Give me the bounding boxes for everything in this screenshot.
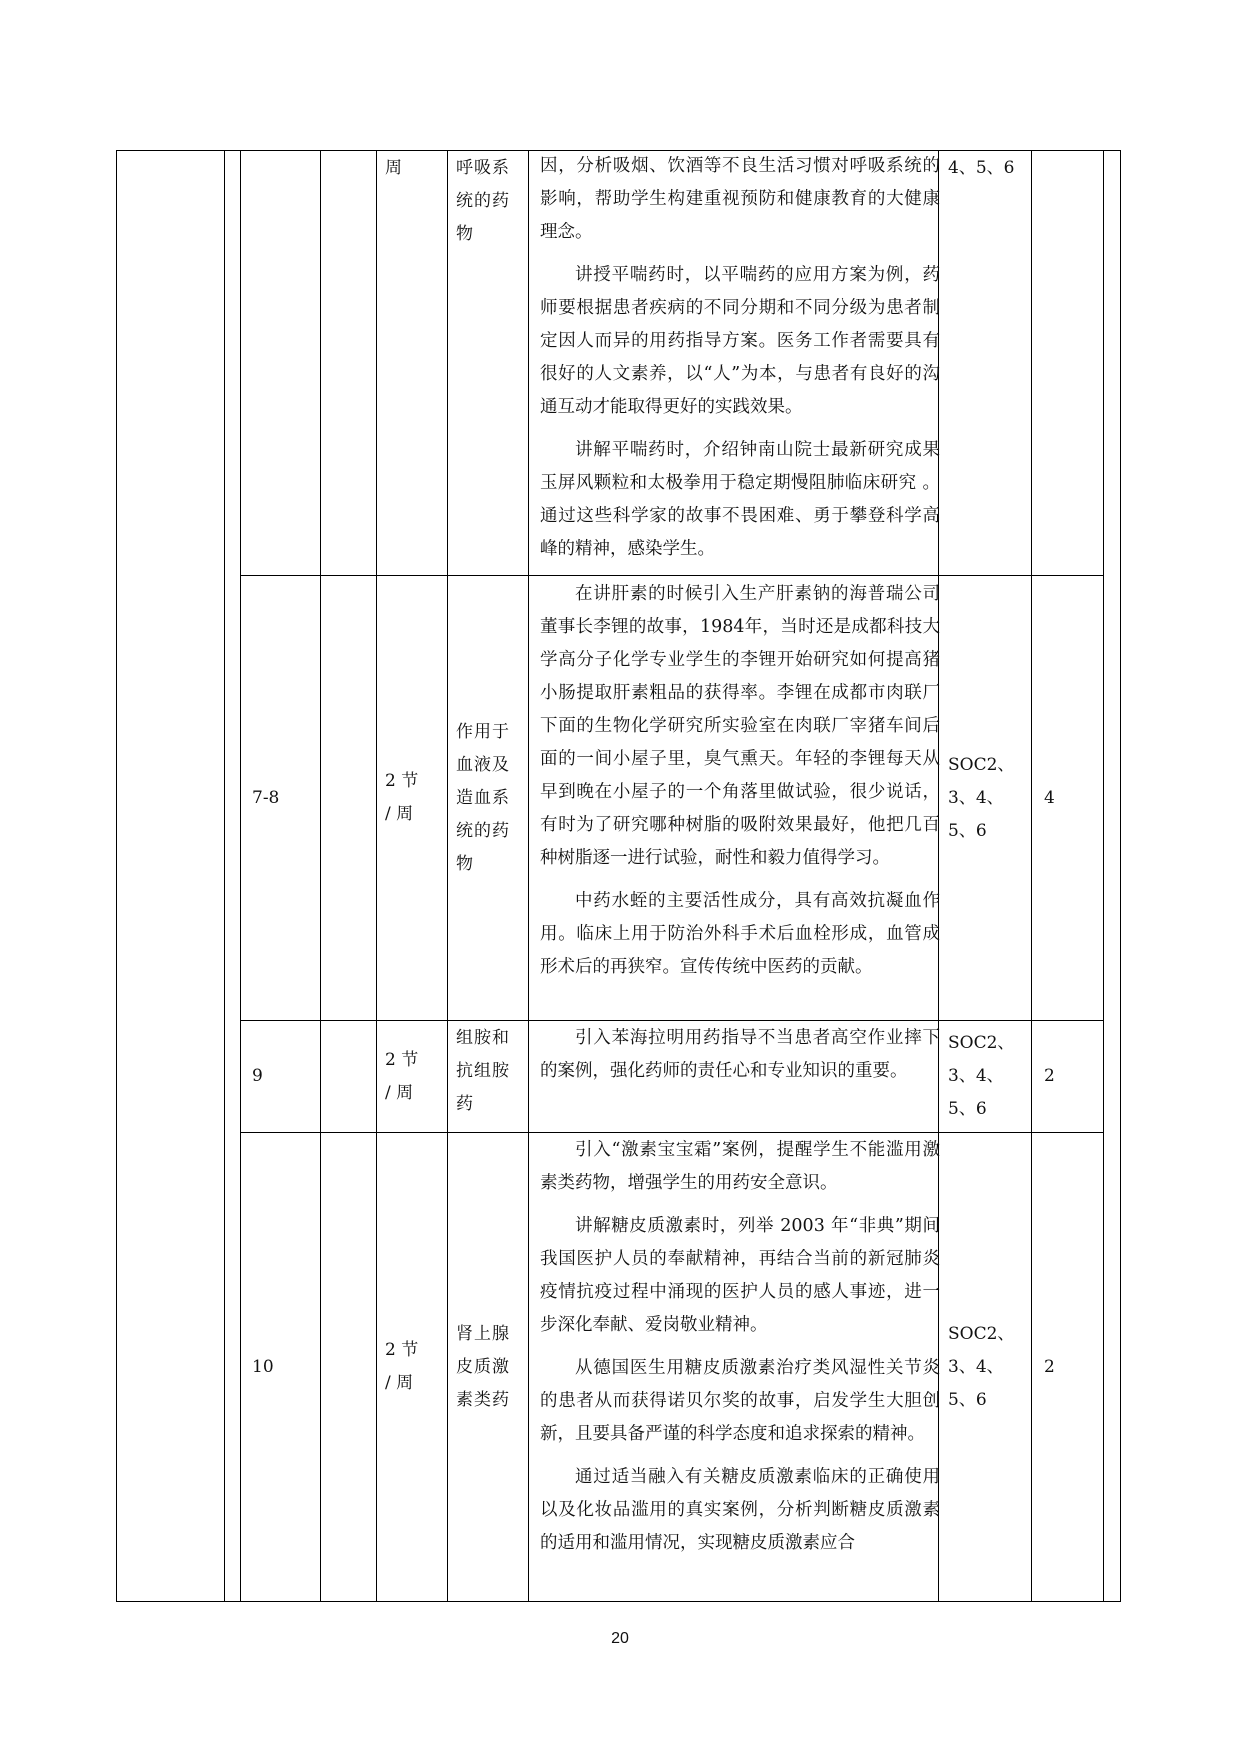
count-cell bbox=[1044, 1021, 1094, 1132]
content-paragraph: 通过适当融入有关糖皮质激素临床的正确使用以及化妆品滥用的真实案例，分析判断糖皮质激素的适用和滥用情况，实现糖皮质激素应合 bbox=[540, 1467, 940, 1553]
count-cell bbox=[1044, 1133, 1094, 1601]
content-paragraph: 引入苯海拉明用药指导不当患者高空作业摔下的案例，强化药师的责任心和专业知识的重要。 bbox=[540, 1028, 940, 1081]
count-cell bbox=[1044, 576, 1094, 1020]
column-divider bbox=[528, 150, 529, 1601]
column-divider bbox=[1103, 150, 1104, 1601]
column-divider bbox=[447, 150, 448, 1601]
content-paragraph: 在讲肝素的时候引入生产肝素钠的海普瑞公司董事长李锂的故事，1984年，当时还是成都科技大学高分子化学专业学生的李锂开始研究如何提高猪小肠提取肝素粗品的获得率。李锂在成都市肉联厂下面的生物化学研究所实验室在肉联厂宰猪车间后面的一间小屋子里，臭气熏天。年轻的李锂每天从早到晚在小屋子的一个角落里做试验，很少说话，有时为了研究哪种树脂的吸附效果最好，他把几百种树脂逐一进行试验，耐性和毅力值得学习。 bbox=[540, 584, 940, 868]
week-text: 9 bbox=[252, 1066, 263, 1086]
chapter-text: 组胺和抗组胺药 bbox=[456, 1028, 510, 1114]
week-text: 7-8 bbox=[252, 787, 280, 808]
content-paragraph: 从德国医生用糖皮质激素治疗类风湿性关节炎的患者从而获得诺贝尔奖的故事，启发学生大胆创新，且要具备严谨的科学态度和追求探索的精神。 bbox=[540, 1358, 940, 1444]
week-cell bbox=[252, 1133, 318, 1601]
chapter-text: 呼吸系统的药物 bbox=[456, 158, 510, 244]
objectives-text: SOC2、3、4、5、6 bbox=[948, 1323, 1015, 1410]
chapter-text: 作用于血液及造血系统的药物 bbox=[456, 721, 510, 874]
content-paragraph: 引入“激素宝宝霜”案例，提醒学生不能滥用激素类药物，增强学生的用药安全意识。 bbox=[540, 1140, 940, 1193]
content-paragraph: 因，分析吸烟、饮酒等不良生活习惯对呼吸系统的影响，帮助学生构建重视预防和健康教育的大健康理念。 bbox=[540, 156, 940, 242]
week-cell bbox=[252, 1021, 318, 1132]
hours-cell bbox=[385, 1021, 425, 1132]
content-paragraph: 讲解糖皮质激素时，列举 2003 年“非典”期间我国医护人员的奉献精神，再结合当前的新冠肺炎疫情抗疫过程中涌现的医护人员的感人事迹，进一步深化奉献、爱岗敬业精神。 bbox=[540, 1216, 940, 1335]
content-cell bbox=[540, 1134, 940, 1560]
hours-text: 周 bbox=[385, 158, 402, 178]
objectives-cell bbox=[948, 576, 1030, 1020]
column-divider bbox=[1031, 150, 1032, 1601]
hours-text: 2 节 / 周 bbox=[385, 1340, 419, 1393]
column-divider bbox=[320, 150, 321, 1601]
count-text: 2 bbox=[1044, 1066, 1055, 1086]
chapter-cell bbox=[456, 152, 522, 251]
objectives-text: 4、5、6 bbox=[948, 158, 1015, 178]
objectives-cell bbox=[948, 1021, 1030, 1132]
hours-cell bbox=[385, 576, 425, 1020]
content-cell bbox=[540, 1022, 940, 1088]
week-cell bbox=[252, 576, 318, 1020]
chapter-cell bbox=[456, 1133, 522, 1601]
objectives-text: SOC2、3、4、5、6 bbox=[948, 1033, 1015, 1119]
content-paragraph: 讲解平喘药时，介绍钟南山院士最新研究成果玉屏风颗粒和太极拳用于稳定期慢阻肺临床研究 。通过这些科学家的故事不畏困难、勇于攀登科学高峰的精神，感染学生。 bbox=[540, 440, 940, 559]
chapter-cell bbox=[456, 576, 522, 1020]
chapter-cell bbox=[456, 1022, 522, 1121]
column-divider bbox=[240, 150, 241, 1601]
column-divider bbox=[224, 150, 225, 1601]
chapter-text: 肾上腺皮质激素类药 bbox=[456, 1323, 510, 1410]
content-cell bbox=[540, 578, 940, 984]
column-divider bbox=[376, 150, 377, 1601]
hours-text: 2 节 / 周 bbox=[385, 1049, 419, 1103]
hours-text: 2 节 / 周 bbox=[385, 771, 419, 824]
objectives-cell bbox=[948, 152, 1028, 185]
hours-cell bbox=[385, 152, 443, 185]
content-paragraph: 讲授平喘药时，以平喘药的应用方案为例，药师要根据患者疾病的不同分期和不同分级为患者制定因人而异的用药指导方案。医务工作者需要具有很好的人文素养，以“人”为本，与患者有良好的沟通互动才能取得更好的实践效果。 bbox=[540, 265, 940, 417]
week-text: 10 bbox=[252, 1356, 274, 1377]
page-number: 20 bbox=[611, 1630, 629, 1647]
content-paragraph: 中药水蛭的主要活性成分，具有高效抗凝血作用。临床上用于防治外科手术后血栓形成，血管成形术后的再狭窄。宣传传统中医药的贡献。 bbox=[540, 891, 940, 977]
count-text: 2 bbox=[1044, 1356, 1055, 1377]
objectives-cell bbox=[948, 1133, 1030, 1601]
count-text: 4 bbox=[1044, 787, 1055, 808]
content-cell bbox=[540, 150, 940, 566]
objectives-text: SOC2、3、4、5、6 bbox=[948, 754, 1015, 841]
hours-cell bbox=[385, 1133, 425, 1601]
